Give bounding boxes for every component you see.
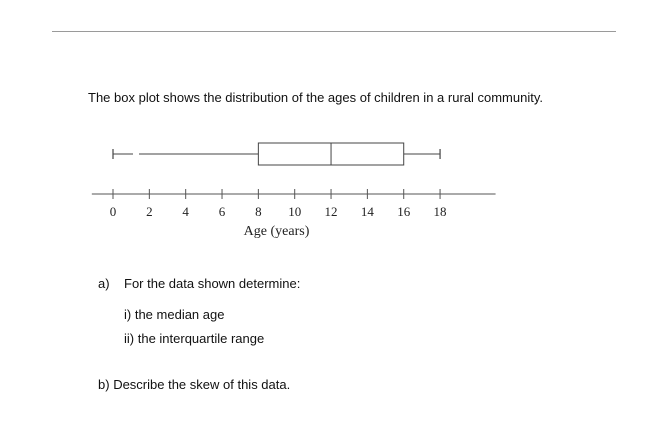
item-text: the median age <box>134 307 225 322</box>
x-tick-label: 6 <box>218 204 226 219</box>
item-marker: i) <box>124 307 132 322</box>
x-tick-label: 4 <box>182 204 189 219</box>
question-a-item-1 <box>124 307 224 323</box>
question-a-prompt: For the data shown determine: <box>124 276 301 291</box>
question-a-marker: a) <box>98 276 110 291</box>
x-tick-label: 8 <box>255 204 262 219</box>
x-tick-label: 10 <box>288 204 302 219</box>
item-marker: ii) <box>124 331 135 346</box>
question-intro: The box plot shows the distribution of the ages of children in a rural community. <box>88 90 543 105</box>
question-a-item-2 <box>124 331 264 347</box>
x-tick-label: 2 <box>146 204 153 219</box>
question-b-text: Describe the skew of this data. <box>113 377 291 392</box>
x-tick-label: 18 <box>433 204 447 219</box>
item-text: the interquartile range <box>137 331 265 346</box>
question-b <box>98 377 290 393</box>
x-axis-label: Age (years) <box>243 224 310 239</box>
x-tick-label: 14 <box>360 204 374 219</box>
question-b-marker: b) <box>98 377 110 392</box>
x-tick-label: 12 <box>324 204 338 219</box>
x-tick-label: 0 <box>109 204 117 219</box>
x-tick-label: 16 <box>397 204 411 219</box>
